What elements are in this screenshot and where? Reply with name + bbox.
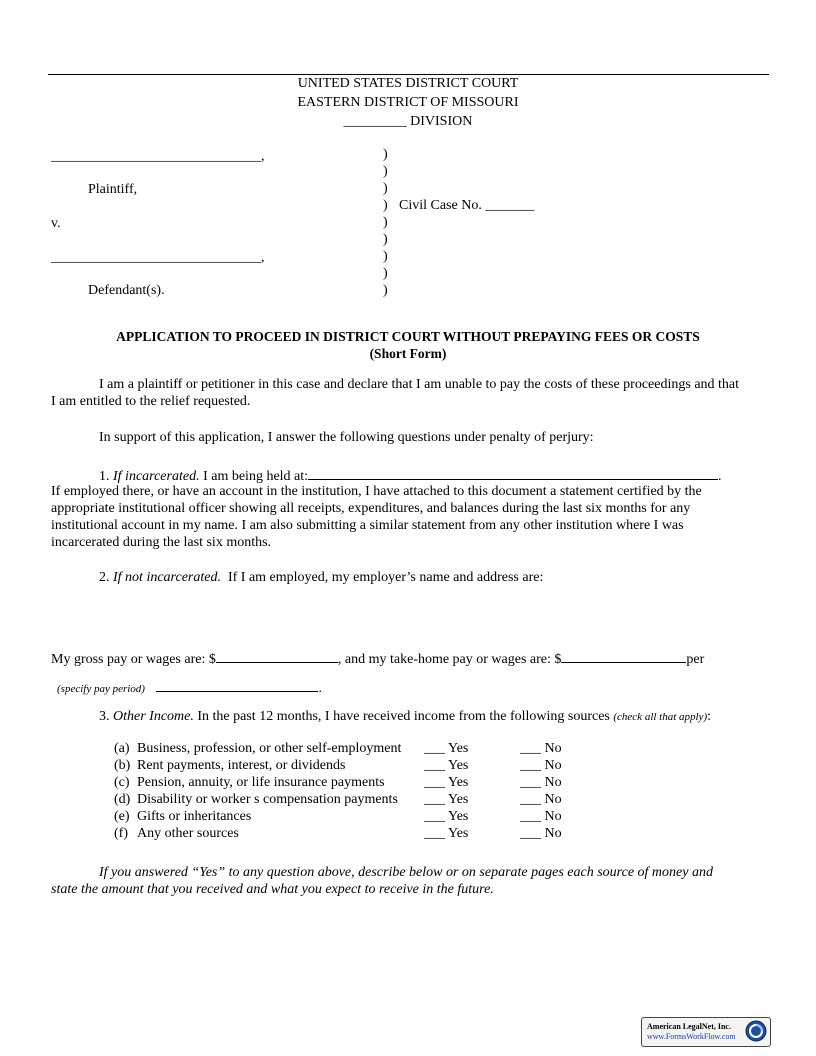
- per-label: per: [686, 652, 705, 667]
- no-checkbox[interactable]: ___ No: [520, 826, 562, 841]
- caption-paren: ): [383, 147, 388, 162]
- pay-period-end: .: [318, 681, 322, 696]
- income-letter: (e): [114, 809, 130, 824]
- defendant-name-blank[interactable]: ______________________________,: [51, 250, 265, 265]
- logo-website[interactable]: www.FormsWorkFlow.com: [647, 1032, 736, 1041]
- caption-paren: ): [383, 181, 388, 196]
- yes-checkbox[interactable]: ___ Yes: [424, 758, 469, 773]
- yes-checkbox[interactable]: ___ Yes: [424, 792, 469, 807]
- globe-icon: [745, 1020, 767, 1042]
- q3-note: (check all that apply): [613, 711, 708, 723]
- no-checkbox[interactable]: ___ No: [520, 809, 562, 824]
- yes-checkbox[interactable]: ___ Yes: [424, 809, 469, 824]
- income-letter: (a): [114, 741, 130, 756]
- q1-period: .: [718, 469, 722, 484]
- caption-paren: ): [383, 249, 388, 264]
- income-letter: (d): [114, 792, 131, 807]
- q3-number: 3.: [99, 709, 110, 724]
- wages-line: [51, 649, 704, 668]
- plaintiff-label: Plaintiff,: [88, 182, 138, 197]
- caption-paren: ): [383, 198, 388, 213]
- q3-line: [99, 709, 711, 725]
- no-checkbox[interactable]: ___ No: [520, 775, 562, 790]
- caption-paren: ): [383, 232, 388, 247]
- caption-paren: ): [383, 266, 388, 281]
- income-letter: (f): [114, 826, 128, 841]
- civil-case-number[interactable]: Civil Case No. _______: [399, 198, 535, 213]
- income-letter: (b): [114, 758, 131, 773]
- caption-paren: ): [383, 283, 388, 298]
- q2-text: If I am employed, my employer’s name and address are:: [227, 570, 544, 585]
- logo-company-name: American LegalNet, Inc.: [647, 1022, 731, 1031]
- form-subtitle: (Short Form): [369, 346, 447, 361]
- district-name: EASTERN DISTRICT OF MISSOURI: [297, 95, 519, 110]
- no-checkbox[interactable]: ___ No: [520, 741, 562, 756]
- income-source: Gifts or inheritances: [137, 809, 252, 824]
- q2-label: If not incarcerated.: [113, 570, 221, 585]
- q3-text: In the past 12 months, I have received income from the following sources: [197, 709, 610, 724]
- no-checkbox[interactable]: ___ No: [520, 758, 562, 773]
- yes-checkbox[interactable]: ___ Yes: [424, 826, 469, 841]
- pay-period-field[interactable]: [156, 678, 318, 692]
- no-checkbox[interactable]: ___ No: [520, 792, 562, 807]
- q1-lead: I am being held at:: [203, 469, 309, 484]
- institution-field[interactable]: [308, 466, 718, 480]
- yes-checkbox[interactable]: ___ Yes: [424, 741, 469, 756]
- q2-line: [99, 570, 543, 586]
- q1-number: 1.: [99, 469, 110, 484]
- gross-pay-label: My gross pay or wages are: $: [51, 652, 216, 667]
- american-legalnet-logo[interactable]: [641, 1017, 771, 1047]
- form-title: APPLICATION TO PROCEED IN DISTRICT COURT WITHOUT PREPAYING FEES OR COSTS: [116, 329, 700, 344]
- intro-paragraph: I am a plaintiff or petitioner in this case and declare that I am unable to pay the costs of these proceedings and that I am entitled to the relief requested.: [51, 377, 740, 409]
- income-letter: (c): [114, 775, 130, 790]
- income-source: Rent payments, interest, or dividends: [137, 758, 346, 773]
- caption-paren: ): [383, 164, 388, 179]
- q3-colon: :: [707, 709, 712, 724]
- defendant-label: Defendant(s).: [88, 283, 165, 298]
- take-home-pay-field[interactable]: [561, 649, 686, 663]
- specify-pay-period-label: (specify pay period): [57, 683, 145, 695]
- q1-body: If employed there, or have an account in the institution, I have attached to this document a statement certified by the appropriate institutional officer showing all receipts, expenditures, and balances during the last six months for any institutional account in my name. I am also submitting a similar statement from any other institution where I was incarcerated during the last six months.: [51, 484, 702, 550]
- yes-followup-instructions: If you answered “Yes” to any question above, describe below or on separate pages each source of money and state the amount that you received and what you expect to receive in the future.: [51, 865, 713, 897]
- top-rule: [48, 74, 769, 75]
- take-home-label: , and my take-home pay or wages are: $: [337, 652, 562, 667]
- plaintiff-name-blank[interactable]: ______________________________,: [51, 149, 265, 164]
- caption-paren: ): [383, 215, 388, 230]
- income-source: Any other sources: [137, 826, 239, 841]
- q3-label: Other Income.: [113, 709, 194, 724]
- yes-checkbox[interactable]: ___ Yes: [424, 775, 469, 790]
- income-source: Business, profession, or other self-employment: [137, 741, 402, 756]
- pay-period-line: [57, 678, 322, 697]
- income-source: Disability or worker s compensation payments: [137, 792, 398, 807]
- gross-pay-field[interactable]: [216, 649, 338, 663]
- support-statement: In support of this application, I answer the following questions under penalty of perjury:: [99, 430, 594, 445]
- q1-label: If incarcerated.: [113, 469, 200, 484]
- q2-number: 2.: [99, 570, 110, 585]
- versus-label: v.: [51, 216, 61, 231]
- court-name: UNITED STATES DISTRICT COURT: [297, 76, 519, 91]
- income-source: Pension, annuity, or life insurance payments: [137, 775, 385, 790]
- division-line: _________ DIVISION: [343, 114, 473, 129]
